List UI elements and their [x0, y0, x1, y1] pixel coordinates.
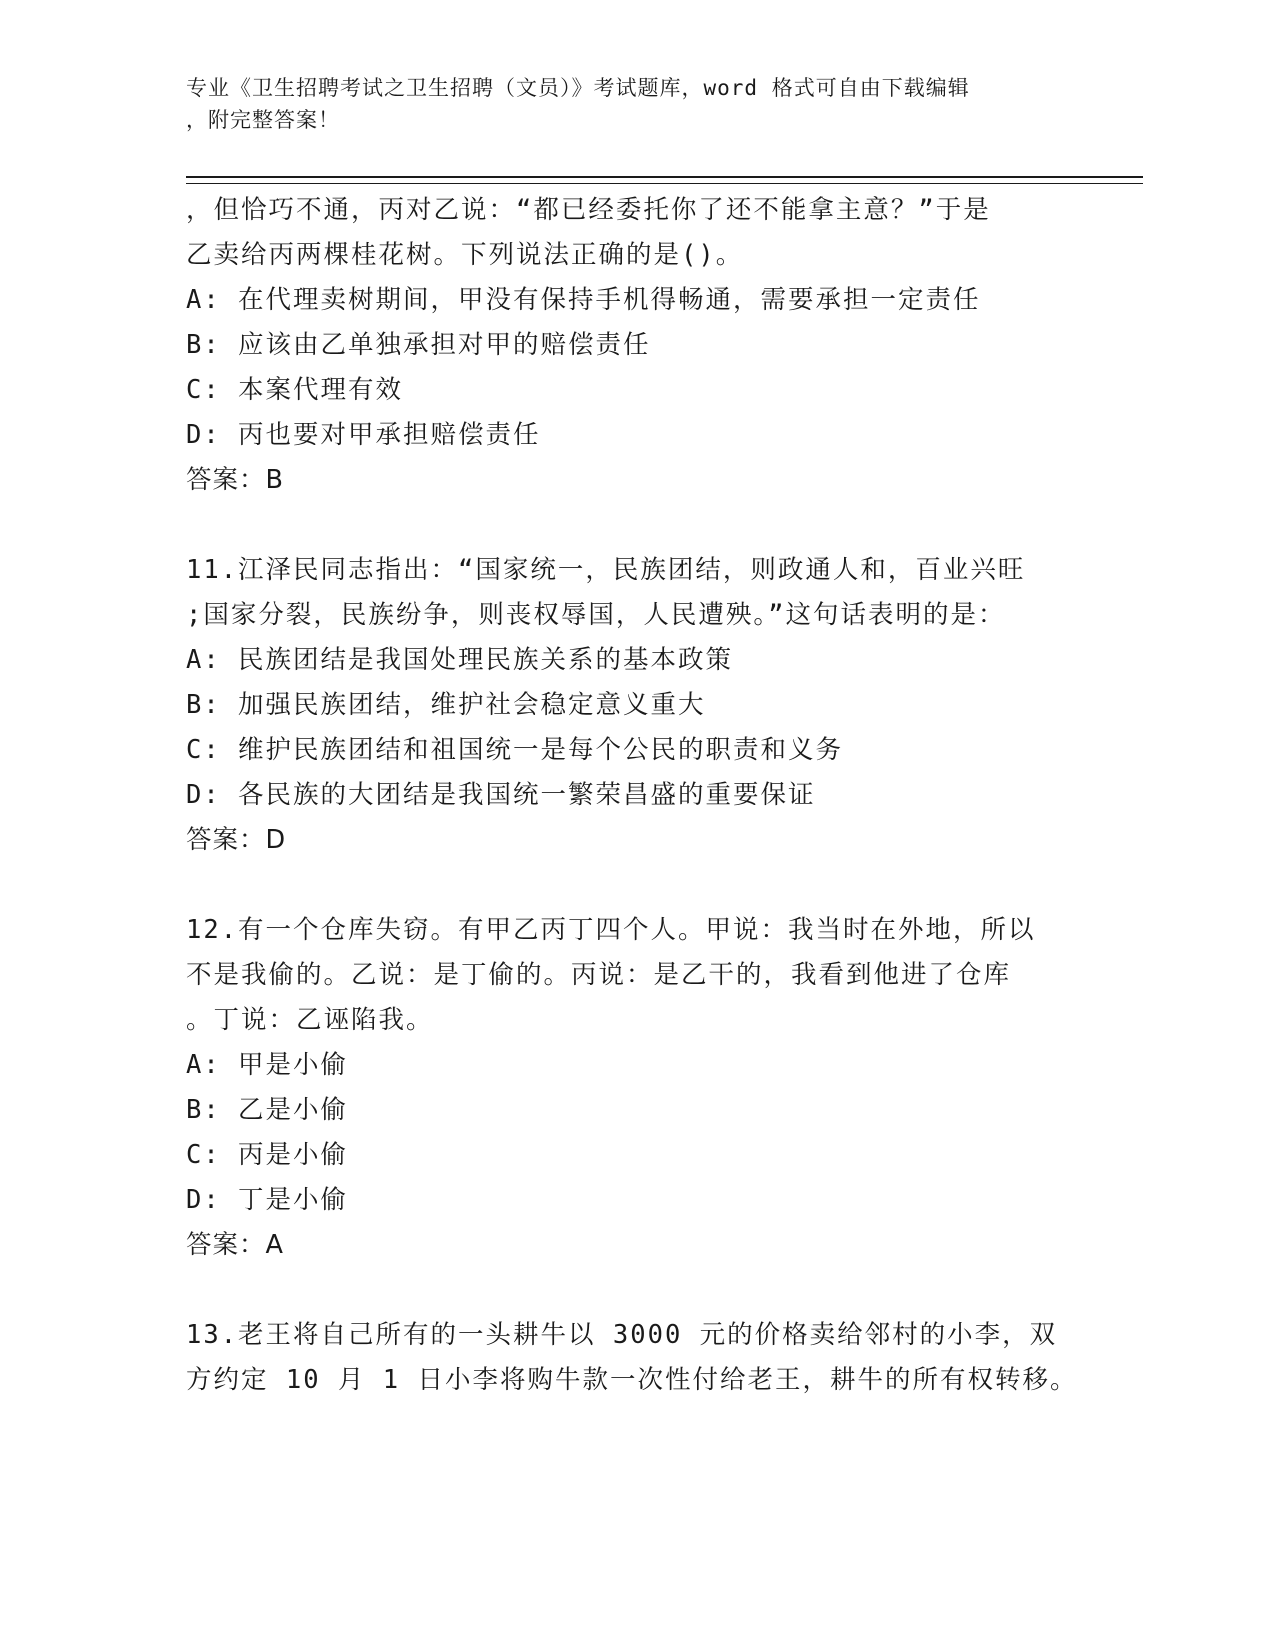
option-b: B: 应该由乙单独承担对甲的赔偿责任: [186, 330, 651, 360]
question-11: [186, 548, 1146, 863]
spacer: [186, 503, 1146, 548]
option-a: A: 在代理卖树期间，甲没有保持手机得畅通，需要承担一定责任: [186, 285, 981, 315]
question-text-line: 不是我偷的。乙说：是丁偷的。丙说：是乙干的，我看到他进了仓库: [186, 960, 1012, 990]
answer: 答案：B: [186, 465, 284, 495]
option-d: D: 丙也要对甲承担赔偿责任: [186, 420, 541, 450]
header-line-1: 专业《卫生招聘考试之卫生招聘（文员）》考试题库，word 格式可自由下载编辑: [186, 76, 970, 100]
header-divider-thin: [186, 183, 1143, 184]
option-c: C: 丙是小偷: [186, 1140, 349, 1170]
header-divider-thick: [186, 176, 1143, 178]
option-c: C: 维护民族团结和祖国统一是每个公民的职责和义务: [186, 735, 844, 765]
question-text-line: 11.江泽民同志指出：“国家统一，民族团结，则政通人和，百业兴旺: [186, 555, 1026, 585]
question-10: [186, 188, 1146, 503]
option-b: B: 乙是小偷: [186, 1095, 349, 1125]
option-a: A: 民族团结是我国处理民族关系的基本政策: [186, 645, 734, 675]
header-line-2: ，附完整答案！: [186, 108, 340, 132]
question-text-line: 方约定 10 月 1 日小李将购牛款一次性付给老王，耕牛的所有权转移。: [186, 1365, 1078, 1395]
question-12: [186, 908, 1146, 1268]
option-b: B: 加强民族团结，维护社会稳定意义重大: [186, 690, 706, 720]
question-text-line: 12.有一个仓库失窃。有甲乙丙丁四个人。甲说：我当时在外地，所以: [186, 915, 1036, 945]
document-header: [186, 72, 1086, 136]
answer: 答案：D: [186, 825, 287, 855]
question-text-line: ;国家分裂，民族纷争，则丧权辱国，人民遭殃。”这句话表明的是：: [186, 600, 1006, 630]
option-d: D: 各民族的大团结是我国统一繁荣昌盛的重要保证: [186, 780, 816, 810]
question-text-line: 13.老王将自己所有的一头耕牛以 3000 元的价格卖给邻村的小李，双: [186, 1320, 1058, 1350]
question-text-line: 乙卖给丙两棵桂花树。下列说法正确的是()。: [186, 240, 744, 270]
question-text-line: 。丁说：乙诬陷我。: [186, 1005, 434, 1035]
question-13: [186, 1313, 1146, 1403]
answer: 答案：A: [186, 1230, 284, 1260]
question-text-line: ，但恰巧不通，丙对乙说：“都已经委托你了还不能拿主意？”于是: [186, 195, 991, 225]
option-c: C: 本案代理有效: [186, 375, 404, 405]
spacer: [186, 1268, 1146, 1313]
spacer: [186, 863, 1146, 908]
question-list: [186, 188, 1146, 1403]
option-a: A: 甲是小偷: [186, 1050, 349, 1080]
option-d: D: 丁是小偷: [186, 1185, 349, 1215]
